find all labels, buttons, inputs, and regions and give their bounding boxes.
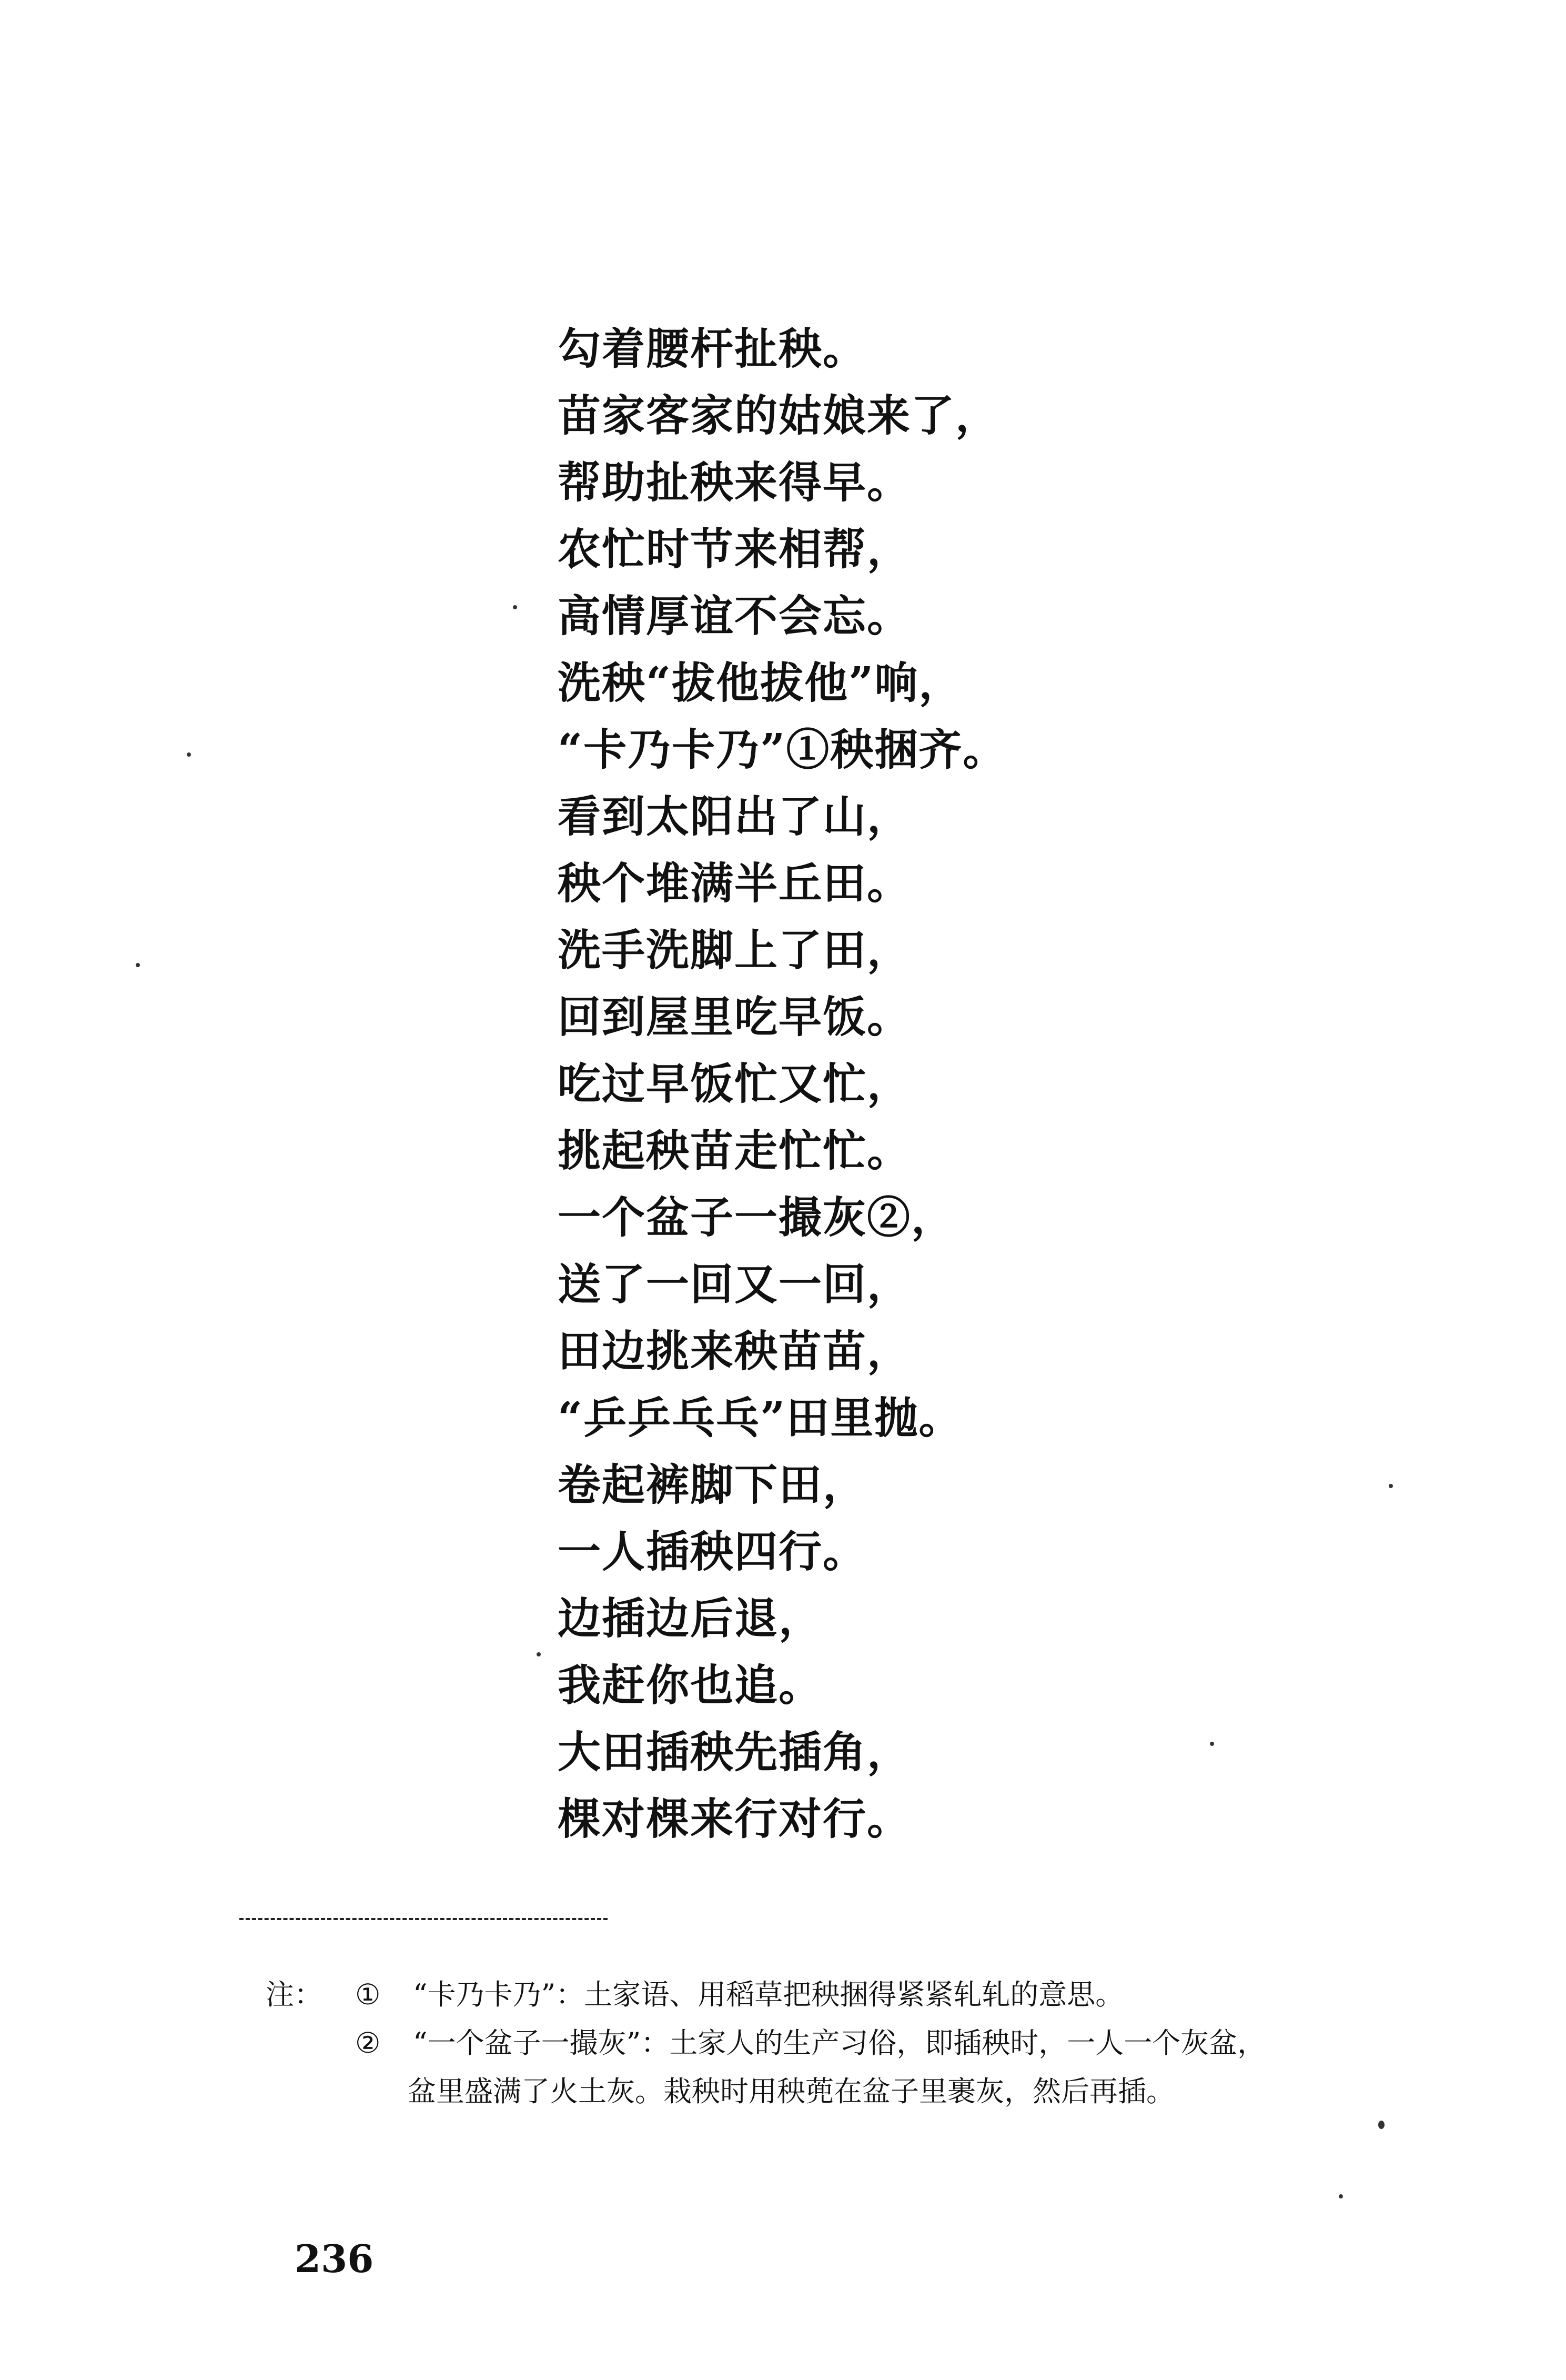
footnote-divider (239, 1918, 608, 1920)
poem-line: 卷起裤脚下田， (558, 1460, 867, 1510)
poem-line: 田边挑来秧苗苗， (558, 1326, 912, 1377)
scan-speck (1389, 1484, 1393, 1488)
scan-speck (1339, 2194, 1343, 2198)
poem-line: 苗家客家的姑娘来了， (558, 390, 1000, 441)
poem-line: 洗秧“拔他拔他”响， (558, 658, 963, 708)
poem-line: 勾着腰杆扯秧。 (558, 324, 867, 374)
scan-speck (1378, 2121, 1385, 2129)
scan-speck (187, 752, 191, 757)
poem-line: 回到屋里吃早饭。 (558, 992, 912, 1042)
notes-prefix: 注： (266, 1978, 322, 2011)
poem-line: 洗手洗脚上了田， (558, 925, 912, 976)
poem-line: 农忙时节来相帮， (558, 524, 912, 575)
poem-line: 我赶你也追。 (558, 1660, 823, 1711)
poem-line: 一人插秧四行。 (558, 1527, 867, 1577)
poem-line: 秧个堆满半丘田。 (558, 858, 912, 909)
footnotes (266, 1971, 1423, 2116)
poem-line: 棵对棵来行对行。 (558, 1794, 912, 1844)
poem-line: 大田插秧先插角， (558, 1727, 912, 1778)
poem-line: 一个盆子一撮灰②， (558, 1192, 956, 1243)
poem-line: 挑起秧苗走忙忙。 (558, 1126, 912, 1176)
poem-line: 帮助扯秧来得早。 (558, 457, 912, 508)
poem-line: 高情厚谊不会忘。 (558, 591, 912, 641)
poem (558, 316, 1347, 1853)
scan-speck (513, 605, 517, 609)
footnote-text: “一个盆子一撮灰”：土家人的生产习俗，即插秧时，一人一个灰盆， (413, 2026, 1266, 2060)
footnote-text: 盆里盛满了火土灰。栽秧时用秧蔸在盆子里裹灰，然后再插。 (408, 2075, 1175, 2108)
poem-line: “卡乃卡乃”①秧捆齐。 (558, 725, 1007, 775)
poem-line: “乒乒乓乓”田里抛。 (558, 1393, 963, 1443)
poem-line: 送了一回又一回， (558, 1259, 912, 1310)
poem-line: 看到太阳出了山， (558, 791, 912, 842)
poem-line: 吃过早饭忙又忙， (558, 1059, 912, 1109)
footnote-marker: ① (355, 1978, 381, 2011)
scan-speck (136, 963, 140, 967)
page-number: 236 (295, 2236, 374, 2281)
footnote-2 (266, 2019, 1423, 2067)
scan-speck (537, 1652, 541, 1656)
footnote-2-continuation (266, 2067, 1423, 2116)
poem-line: 边插边后退， (558, 1593, 823, 1644)
scan-speck (1210, 1742, 1214, 1746)
footnote-marker: ② (355, 2026, 381, 2060)
footnote-1 (266, 1971, 1423, 2019)
footnote-text: “卡乃卡乃”：土家语、用稻草把秧捆得紧紧轧轧的意思。 (413, 1978, 1124, 2011)
